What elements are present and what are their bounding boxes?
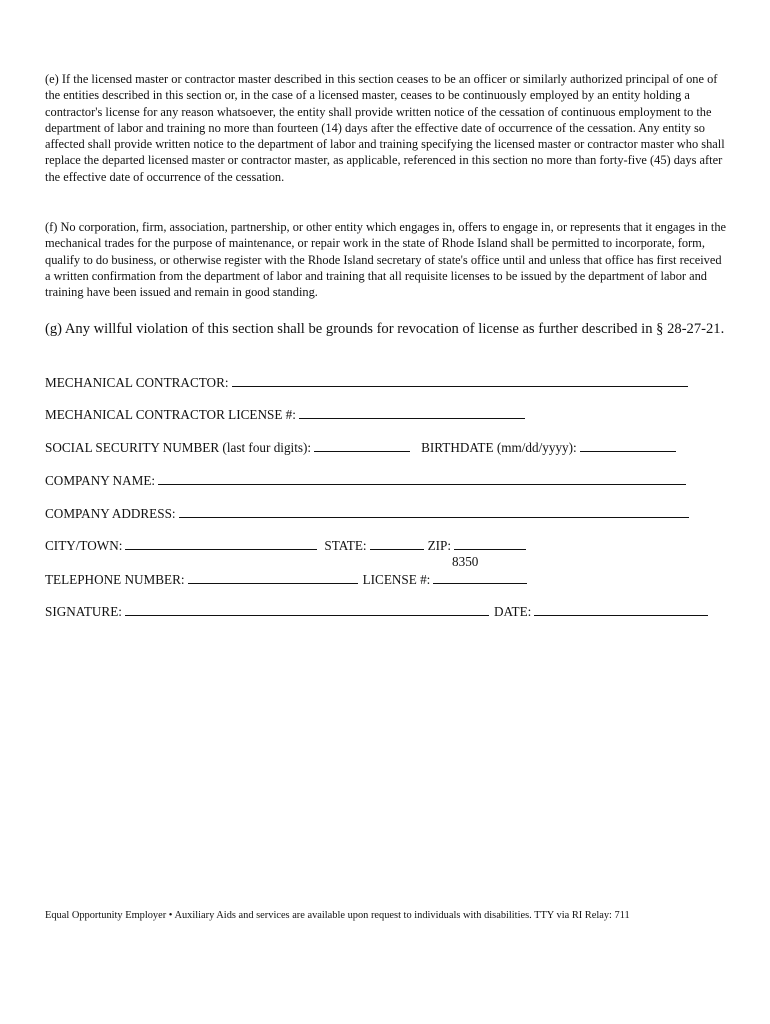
- paragraph-g: (g) Any willful violation of this section shall be grounds for revocation of license as further described in § 28-27-21.: [45, 321, 725, 337]
- ssn-birthdate-row: [45, 439, 676, 456]
- license-number-label: LICENSE #:: [362, 572, 431, 587]
- date-label: DATE:: [493, 604, 532, 619]
- mechanical-contractor-license-row: [45, 406, 525, 423]
- company-address-blank[interactable]: [179, 505, 689, 518]
- paragraph-f: (f) No corporation, firm, association, partnership, or other entity which engages in, offers to engage in, or represents that it engages in the mechanical trades for the purpose of maintenance, or repair work in the state of Rhode Island shall be permitted to incorporate, form, qualify to do business, or otherwise register with the Rhode Island secretary of state's office until and unless that office has first received a written confirmation from the department of labor and training that all requisite licenses to be issued by the department of labor and training have been issued and remain in good standing.: [45, 220, 727, 300]
- company-name-label: COMPANY NAME:: [45, 473, 156, 488]
- company-name-blank[interactable]: [158, 472, 686, 485]
- birthdate-blank[interactable]: [580, 439, 676, 452]
- state-label: STATE:: [324, 538, 367, 553]
- company-name-row: [45, 472, 686, 489]
- mechanical-contractor-blank[interactable]: [232, 374, 688, 387]
- mechanical-contractor-license-blank[interactable]: [299, 406, 525, 419]
- footer-note: Equal Opportunity Employer • Auxiliary Aids and services are available upon request to individuals with disabilities. TTY via RI Relay: 711: [45, 910, 630, 921]
- state-blank[interactable]: [370, 537, 424, 550]
- ssn-label: SOCIAL SECURITY NUMBER (last four digits):: [45, 440, 312, 455]
- company-address-label: COMPANY ADDRESS:: [45, 506, 176, 521]
- zip-value: 8350: [452, 554, 479, 569]
- zip-label: ZIP:: [427, 538, 452, 553]
- telephone-number-blank[interactable]: [188, 571, 358, 584]
- zip-blank[interactable]: [454, 537, 526, 550]
- signature-date-row: [45, 603, 708, 620]
- company-address-row: [45, 505, 689, 522]
- birthdate-label: BIRTHDATE (mm/dd/yyyy):: [421, 440, 577, 455]
- city-town-blank[interactable]: [125, 537, 317, 550]
- date-blank[interactable]: [534, 603, 708, 616]
- paragraph-e: (e) If the licensed master or contractor master described in this section ceases to be an officer or similarly authorized principal of one of the entities described in this section or, in the case of a licensed master, ceases to be continuously employed by an entity holding a contractor's license for any reason whatsoever, the entity shall provide written notice of the cessation of continuous employment to the department of labor and training no more than fourteen (14) days after the effective date of occurrence of the cessation. Any entity so affected shall provide written notice to the department of labor and training specifying the licensed master or contractor master who shall replace the departed licensed master or contractor master, as applicable, referenced in this section no more than forty-five (45) days after the effective date of occurrence of the cessation.: [45, 72, 725, 184]
- mechanical-contractor-license-label: MECHANICAL CONTRACTOR LICENSE #:: [45, 407, 296, 422]
- license-number-blank[interactable]: [433, 571, 527, 584]
- city-town-label: CITY/TOWN:: [45, 538, 123, 553]
- mechanical-contractor-label: MECHANICAL CONTRACTOR:: [45, 375, 229, 390]
- telephone-license-row: [45, 571, 527, 588]
- telephone-number-label: TELEPHONE NUMBER:: [45, 572, 185, 587]
- signature-blank[interactable]: [125, 603, 489, 616]
- ssn-blank[interactable]: [314, 439, 410, 452]
- city-state-zip-row: [45, 537, 526, 554]
- signature-label: SIGNATURE:: [45, 604, 122, 619]
- mechanical-contractor-row: [45, 374, 688, 391]
